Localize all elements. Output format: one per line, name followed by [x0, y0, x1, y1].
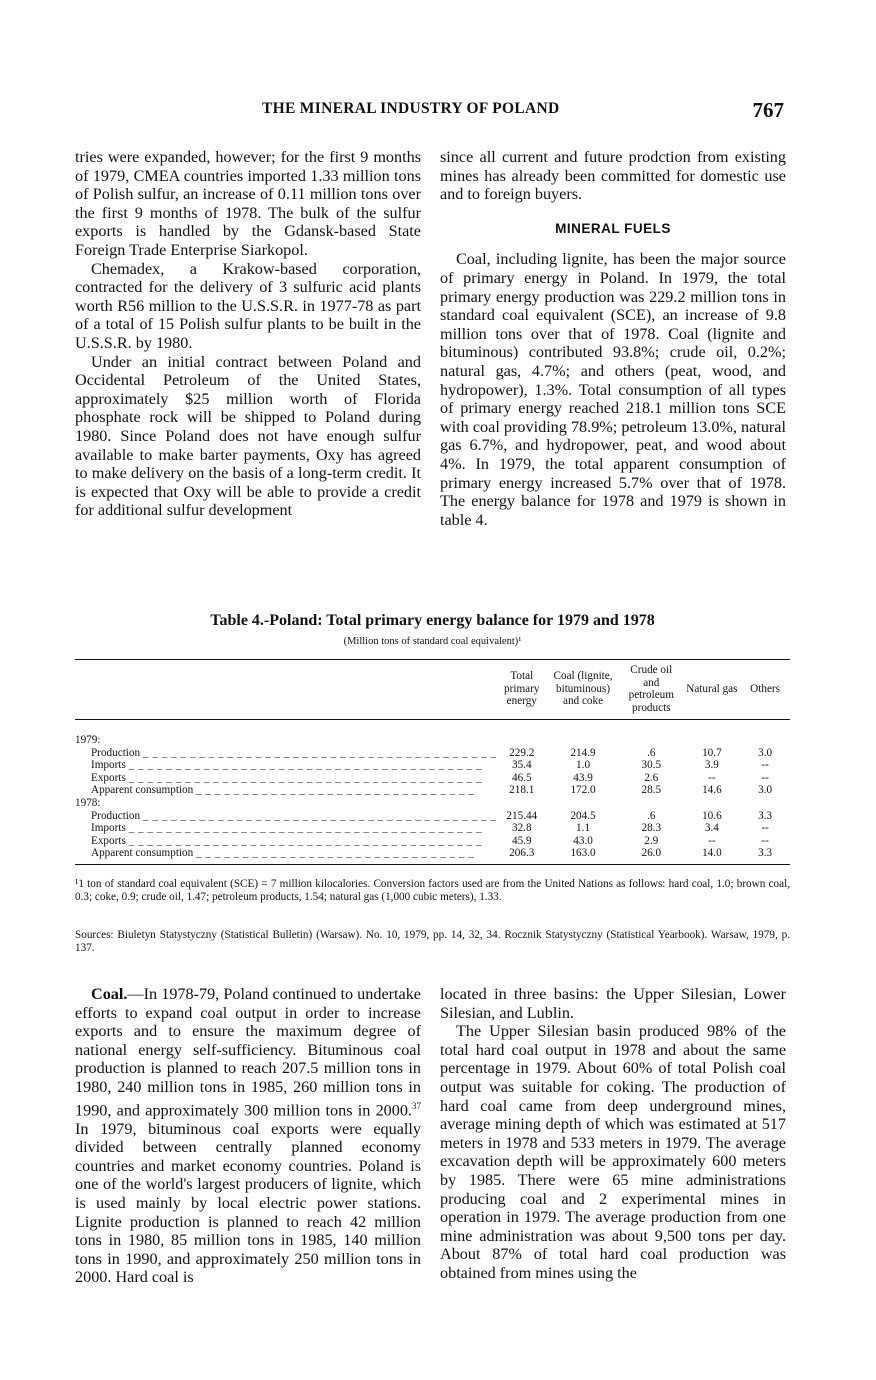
dot-leader: _ _ _ _ _ _ _ _ _ _ _ _ _ _ _ _ _ _ _ _ _ _ _ _ _ _ _ _ _ _ _ _ _ _ _ _ _ _	[128, 759, 483, 772]
row-label	[75, 772, 496, 785]
table-cell: 3.9	[704, 759, 719, 772]
right-column-top	[440, 148, 786, 529]
right-column-bottom	[440, 985, 786, 1283]
paragraph: Under an initial contract between Poland and Occidental Petroleum of the United States, approximately $25 million worth of Florida phosphate rock will be shipped to Poland during 1980. Since Poland does not have enough sulfur available to make barter payments, Oxy has agreed to make delivery on the basis of a long-term credit. It is expected that Oxy will be able to provide a credit for additional sulfur development	[75, 352, 421, 520]
table-cell: 2.9	[644, 834, 659, 847]
row-label	[75, 822, 496, 835]
table-cell	[740, 797, 790, 810]
table-cell	[684, 797, 741, 810]
table-cell: 218.1	[509, 784, 535, 797]
table-row	[75, 835, 790, 848]
table-row	[75, 822, 790, 835]
table-cell	[619, 720, 684, 747]
table-cell: --	[708, 834, 716, 847]
table-cell: 14.6	[702, 784, 722, 797]
table-cell: 163.0	[547, 847, 619, 864]
row-label-text: Exports	[91, 834, 126, 847]
table-header-row	[75, 660, 790, 720]
row-label-text: Apparent consumption	[91, 784, 194, 797]
row-label-text: Apparent consumption	[91, 847, 194, 860]
table-cell: 14.0	[684, 847, 741, 864]
table-row	[75, 772, 790, 785]
table-unit: (Million tons of standard coal equivalent)¹	[343, 636, 522, 647]
paragraph: The Upper Silesian basin produced 98% of the total hard coal output in 1978 and about the same percentage in 1979. About 60% of total Polish coal output was suitable for coking. The production of hard coal came from deep underground mines, average mining depth of which was estimated at 517 meters in 1978 and 533 meters in 1979. The average excavation depth will be approximately 600 meters by 1985. There were 65 mine administrations producing coal and 2 experimental mines in operation in 1979. The average production from one mine administration was about 9,500 tons per day. About 87% of total hard coal production was obtained from mines using the	[440, 1022, 786, 1282]
table-row	[75, 784, 790, 797]
table-cell	[496, 720, 547, 747]
left-column-top	[75, 148, 421, 520]
table-cell: 204.5	[570, 809, 596, 822]
row-label	[75, 747, 496, 760]
table-cell	[547, 797, 619, 810]
column-header: Natural gas	[684, 660, 741, 720]
running-title: THE MINERAL INDUSTRY OF POLAND	[262, 100, 560, 117]
dot-leader: _ _ _ _ _ _ _ _ _ _ _ _ _ _ _ _ _ _ _ _ _ _ _ _ _ _ _ _ _ _ _ _ _ _ _ _ _ _	[128, 822, 483, 835]
table-cell: 30.5	[641, 759, 662, 772]
dot-leader: _ _ _ _ _ _ _ _ _ _ _ _ _ _ _ _ _ _ _ _ _ _ _ _ _ _ _ _ _ _ _ _ _ _ _ _ _ _	[142, 809, 497, 822]
table-row	[75, 720, 790, 747]
dot-leader: _ _ _ _ _ _ _ _ _ _ _ _ _ _ _ _ _ _ _ _ _ _ _ _ _ _ _ _ _ _	[196, 784, 475, 797]
table-footnote: ¹1 ton of standard coal equivalent (SCE) = 7 million kilocalories. Conversion factors used are from the United Nations as follows: hard coal, 1.0; brown coal, 0.3; coke, 0.9; crude oil, 1.47; petroleum products, 1.54; natural gas (1,000 cubic meters), 1.33.	[75, 878, 790, 903]
table-cell: 35.4	[511, 759, 532, 772]
table-row	[75, 810, 790, 823]
table-cell: 28.5	[641, 784, 662, 797]
table-cell: 172.0	[570, 784, 596, 797]
table-title: Table 4.-Poland: Total primary energy balance for 1979 and 1978	[210, 612, 655, 629]
column-header: Coal (lignite, bituminous) and coke	[547, 660, 619, 720]
table-row	[75, 747, 790, 760]
table-cell: .6	[647, 809, 656, 822]
table-cell: --	[761, 771, 769, 784]
table-cell	[684, 720, 741, 747]
row-label	[75, 784, 496, 797]
table-cell: 43.9	[573, 771, 593, 784]
table-cell: --	[761, 834, 769, 847]
table-row	[75, 797, 790, 810]
row-label-text: Exports	[91, 771, 126, 784]
row-label	[75, 847, 496, 864]
table-cell: 3.3	[758, 809, 773, 822]
table-cell: 2.6	[644, 771, 659, 784]
row-label	[75, 810, 496, 823]
table-cell: 3.0	[758, 784, 773, 797]
table-cell: 206.3	[496, 847, 547, 864]
page-number: 767	[752, 98, 784, 122]
energy-balance-table	[75, 659, 790, 865]
table-cell: 3.3	[740, 847, 790, 864]
table-cell: 1.1	[576, 822, 591, 835]
table-row	[75, 847, 790, 864]
dot-leader: _ _ _ _ _ _ _ _ _ _ _ _ _ _ _ _ _ _ _ _ _ _ _ _ _ _ _ _ _ _ _ _ _ _ _ _ _ _	[128, 834, 483, 847]
row-label-text: Imports	[91, 822, 126, 835]
row-label-text: Imports	[91, 759, 126, 772]
row-label	[75, 835, 496, 848]
footnote-reference: 37	[412, 1100, 421, 1111]
table-cell: 43.0	[573, 834, 593, 847]
paragraph: tries were expanded, however; for the first 9 months of 1979, CMEA countries imported 1.33 million tons of Polish sulfur, an increase of 0.11 million tons over the first 9 months of 1978. The bulk of the sulfur exports is handled by the Gdansk-based State Foreign Trade Enterprise Siarkopol.	[75, 148, 421, 259]
table-cell	[740, 720, 790, 747]
dot-leader: _ _ _ _ _ _ _ _ _ _ _ _ _ _ _ _ _ _ _ _ _ _ _ _ _ _ _ _ _ _ _ _ _ _ _ _ _ _	[142, 746, 497, 759]
row-label-text: Production	[91, 809, 141, 822]
row-label	[75, 759, 496, 772]
energy-balance-table-block	[75, 612, 790, 865]
section-heading: MINERAL FUELS	[555, 220, 671, 236]
column-header: Crude oil and petroleum products	[619, 660, 684, 720]
table-cell: --	[761, 759, 769, 772]
table-cell: 10.6	[702, 809, 722, 822]
left-column-bottom	[75, 985, 421, 1287]
table-cell: --	[708, 771, 716, 784]
dot-leader: _ _ _ _ _ _ _ _ _ _ _ _ _ _ _ _ _ _ _ _ _ _ _ _ _ _ _ _ _ _ _ _ _ _ _ _ _ _	[128, 771, 483, 784]
subhead-coal: Coal.	[91, 985, 128, 1003]
paragraph: Chemadex, a Krakow-based corporation, contracted for the delivery of 3 sulfuric acid plants worth R56 million to the U.S.S.R. in 1977-78 as part of a total of 15 Polish sulfur plants to be built in the U.S.S.R. by 1980.	[75, 259, 421, 352]
table-cell: 28.3	[641, 822, 662, 835]
table-cell: 215.44	[506, 809, 538, 822]
table-cell	[619, 797, 684, 810]
row-label-text: Production	[91, 746, 141, 759]
table-row	[75, 759, 790, 772]
table-cell: 3.4	[704, 822, 719, 835]
table-cell: 46.5	[511, 771, 532, 784]
paragraph: located in three basins: the Upper Silesian, Lower Silesian, and Lublin.	[440, 985, 786, 1022]
paragraph	[75, 985, 421, 1287]
table-cell: 214.9	[570, 746, 596, 759]
table-sources: Sources: Biuletyn Statystyczny (Statistical Bulletin) (Warsaw). No. 10, 1979, pp. 14, 32, 34. Rocznik Statystyczny (Statistical Yearbook). Warsaw, 1979, p. 137.	[75, 929, 790, 954]
paragraph-text: —In 1978-79, Poland continued to undertake efforts to expand coal output in order to increase exports and to ensure the maximum degree of national energy self-sufficiency. Bituminous coal production is planned to reach 207.5 million tons in 1980, 240 million tons in 1985, 260 million tons in 1990, and approximately 300 million tons in 2000.	[75, 985, 421, 1119]
table-cell: 32.8	[511, 822, 532, 835]
table-cell: 229.2	[509, 746, 535, 759]
dot-leader: _ _ _ _ _ _ _ _ _ _ _ _ _ _ _ _ _ _ _ _ _ _ _ _ _ _ _ _ _ _	[196, 847, 475, 860]
table-cell: 3.0	[758, 746, 773, 759]
page-header	[0, 98, 876, 122]
column-header-label	[75, 660, 496, 720]
paragraph: Coal, including lignite, has been the major source of primary energy in Poland. In 1979, the total primary energy production was 229.2 million tons in standard coal equivalent (SCE), an increase of 9.8 million tons over that of 1978. Coal (lignite and bituminous) contributed 93.8%; crude oil, 0.2%; natural gas, 4.7%; and others (peat, wood, and hydropower), 1.3%. Total consumption of all types of primary energy reached 218.1 million tons SCE with coal providing 78.9%; petroleum 13.0%, natural gas 6.7%, and hydropower, peat, and wood about 4%. In 1979, the total apparent consumption of primary energy increased 5.7% over that of 1978. The energy balance for 1978 and 1979 is shown in table 4.	[440, 250, 786, 529]
table-cell: 45.9	[511, 834, 532, 847]
table-cell: --	[761, 822, 769, 835]
table-cell: 10.7	[702, 746, 722, 759]
table-cell: .6	[647, 746, 656, 759]
table-cell: 26.0	[619, 847, 684, 864]
table-cell: 1.0	[576, 759, 591, 772]
paragraph: since all current and future prodction from existing mines has already been committed for domestic use and to foreign buyers.	[440, 148, 786, 204]
paragraph-text: In 1979, bituminous coal exports were equally divided between centrally planned economy countries and market economy countries. Poland is one of the world's largest producers of lignite, which is used mainly by local electric power stations. Lignite production is planned to reach 42 million tons in 1980, 85 million tons in 1985, 140 million tons in 1990, and approximately 250 million tons in 2000. Hard coal is	[75, 1119, 421, 1287]
column-header: Total primary energy	[496, 660, 547, 720]
table-cell	[496, 797, 547, 810]
row-label: 1978:	[75, 796, 101, 809]
table-cell	[547, 720, 619, 747]
column-header: Others	[740, 660, 790, 720]
row-label: 1979:	[75, 734, 101, 746]
